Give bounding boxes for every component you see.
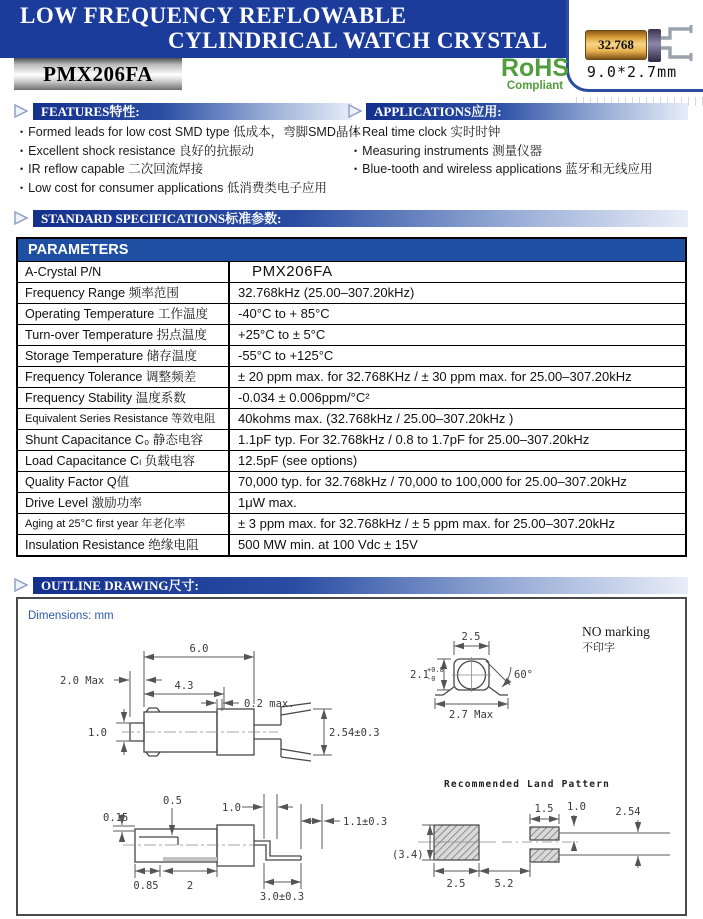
crystal-seal-band: [648, 29, 661, 62]
features-list: [20, 123, 361, 197]
dim-pad-gap: 5.2: [494, 878, 514, 890]
dim-bend-width: 1.0: [222, 802, 241, 814]
spec-row-frequency-range: Frequency Range 频率范围 32.768kHz (25.00–307.20kHz): [18, 282, 685, 303]
feature-item: • Excellent shock resistance 良好的抗振动: [20, 142, 361, 161]
dim-lead-pitch: 2.54±0.3: [329, 727, 380, 739]
section-arrow-icon: [14, 104, 29, 118]
dim-pad-width: 2.5: [446, 878, 466, 890]
rohs-compliant-label: Compliant: [506, 80, 564, 92]
parameters-table: [16, 237, 687, 557]
outline-drawing: [18, 599, 685, 914]
dim-small-pad-height: 1.0: [567, 801, 586, 813]
feature-item: • Formed leads for low cost SMD type 低成本，弯脚SMD晶体: [20, 123, 361, 142]
application-item: • Blue-tooth and wireless applications 蓝牙和无线应用: [354, 160, 653, 179]
spec-row-part-number: A-Crystal P/N PMX206FA: [18, 261, 685, 282]
rohs-mark: [492, 56, 578, 92]
no-marking-note-cn: 不印字: [582, 642, 615, 654]
applications-list: [354, 123, 653, 179]
spec-row-shunt-capacitance: Shunt Capacitance C₀ 静态电容 1.1pF typ. For 32.768kHz / 0.8 to 1.7pF for 25.00–307.20kHz: [18, 429, 685, 450]
dim-end-width: 2.5: [461, 631, 481, 643]
dim-chamfer-angle: 60°: [514, 669, 533, 681]
part-number-badge: PMX206FA: [14, 58, 182, 90]
no-marking-note: NO marking: [582, 624, 650, 639]
section-arrow-icon: [14, 211, 29, 225]
spec-row-load-capacitance: Load Capacitance Cₗ 负载电容 12.5pF (see options): [18, 450, 685, 471]
spec-row-insulation-resistance: Insulation Resistance 绝缘电阻 500 MW min. at 100 Vdc ± 15V: [18, 534, 685, 555]
dim-pin-diameter: 1.0: [88, 727, 107, 739]
dim-end-height-tol-minus: -0: [427, 675, 436, 683]
land-pattern-title: Recommended Land Pattern: [444, 779, 611, 790]
applications-heading: APPLICATIONS应用:: [366, 103, 688, 120]
dim-small-pad-width: 1.5: [534, 803, 554, 815]
section-arrow-icon: [14, 578, 29, 592]
crystal-photo: [585, 24, 695, 66]
dim-body-length: 4.3: [174, 680, 194, 692]
spec-row-operating-temperature: Operating Temperature 工作温度 -40°C to + 85°C: [18, 303, 685, 324]
spec-row-turnover-temperature: Turn-over Temperature 拐点温度 +25°C to ± 5°C: [18, 324, 685, 345]
page-title-line1: LOW FREQUENCY REFLOWABLE: [20, 3, 407, 28]
product-size-label: 9.0*2.7mm: [586, 63, 678, 81]
product-panel: [566, 0, 703, 92]
application-item: • Measuring instruments 测量仪器: [354, 142, 653, 161]
spec-row-drive-level: Drive Level 激励功率 1μW max.: [18, 492, 685, 513]
spec-row-frequency-stability: Frequency Stability 温度系数 -0.034 ± 0.006ppm/°C²: [18, 387, 685, 408]
end-view: [410, 624, 650, 721]
spec-row-storage-temperature: Storage Temperature 储存温度 -55°C to +125°C: [18, 345, 685, 366]
header-banner: [0, 0, 566, 58]
dim-pad-height: (3.4): [392, 849, 424, 861]
dim-lead-height: 1.1±0.3: [343, 816, 388, 828]
crystal-marking: 32.768: [598, 37, 634, 52]
page-title-line2: CYLINDRICAL WATCH CRYSTAL: [168, 28, 548, 53]
dim-end-height-tol-plus: +0.8: [427, 666, 444, 674]
dim-foot-length: 3.0±0.3: [259, 891, 305, 903]
application-item: • Real time clock 实时时钟: [354, 123, 653, 142]
specifications-heading: STANDARD SPECIFICATIONS标准参数:: [33, 210, 688, 227]
crystal-leads-icon: [661, 24, 695, 66]
dim-step-max: 0.2 max.: [244, 698, 295, 710]
feature-item: • Low cost for consumer applications 低消费类电子应用: [20, 179, 361, 198]
dim-pad-pitch: 2.54: [615, 806, 641, 818]
dim-sleeve-length: 2: [186, 880, 194, 892]
features-heading: FEATURES特性:: [33, 103, 352, 120]
crystal-body: [585, 30, 647, 60]
spec-row-quality-factor: Quality Factor Q值 70,000 typ. for 32.768kHz / 70,000 to 100,000 for 25.00–307.20kHz: [18, 471, 685, 492]
outline-drawing-box: [16, 597, 687, 916]
outline-heading: OUTLINE DRAWING尺寸:: [33, 577, 688, 594]
spec-row-frequency-tolerance: Frequency Tolerance 调整频差 ± 20 ppm max. for 32.768KHz / ± 30 ppm max. for 25.00–307.20kHz: [18, 366, 685, 387]
section-arrow-icon: [348, 104, 363, 118]
dim-total-length: 6.0: [189, 643, 209, 655]
table-title: PARAMETERS: [18, 239, 685, 261]
land-pattern-view: [392, 779, 670, 890]
dim-end-width-max: 2.7 Max: [448, 709, 494, 721]
dim-end-length: 0.85: [133, 880, 159, 892]
side-view-bottom: [103, 794, 387, 903]
units-note: Dimensions: mm: [28, 610, 114, 622]
dim-tab-thickness: 0.15: [103, 812, 129, 824]
spec-row-esr: Equivalent Series Resistance 等效电阻 40kohms max. (32.768kHz / 25.00–307.20kHz ): [18, 408, 685, 429]
dim-lead-max: 2.0 Max: [60, 675, 105, 687]
side-view-top: [60, 643, 380, 761]
rohs-label: RoHS: [500, 54, 570, 82]
spec-row-aging: Aging at 25°C first year 年老化率 ± 3 ppm max. for 32.768kHz / ± 5 ppm max. for 25.00–307.20kHz: [18, 513, 685, 534]
dim-inner-lead: 0.5: [163, 795, 182, 807]
dim-end-height: 2.1: [410, 669, 429, 681]
feature-item: • IR reflow capable 二次回流焊接: [20, 160, 361, 179]
